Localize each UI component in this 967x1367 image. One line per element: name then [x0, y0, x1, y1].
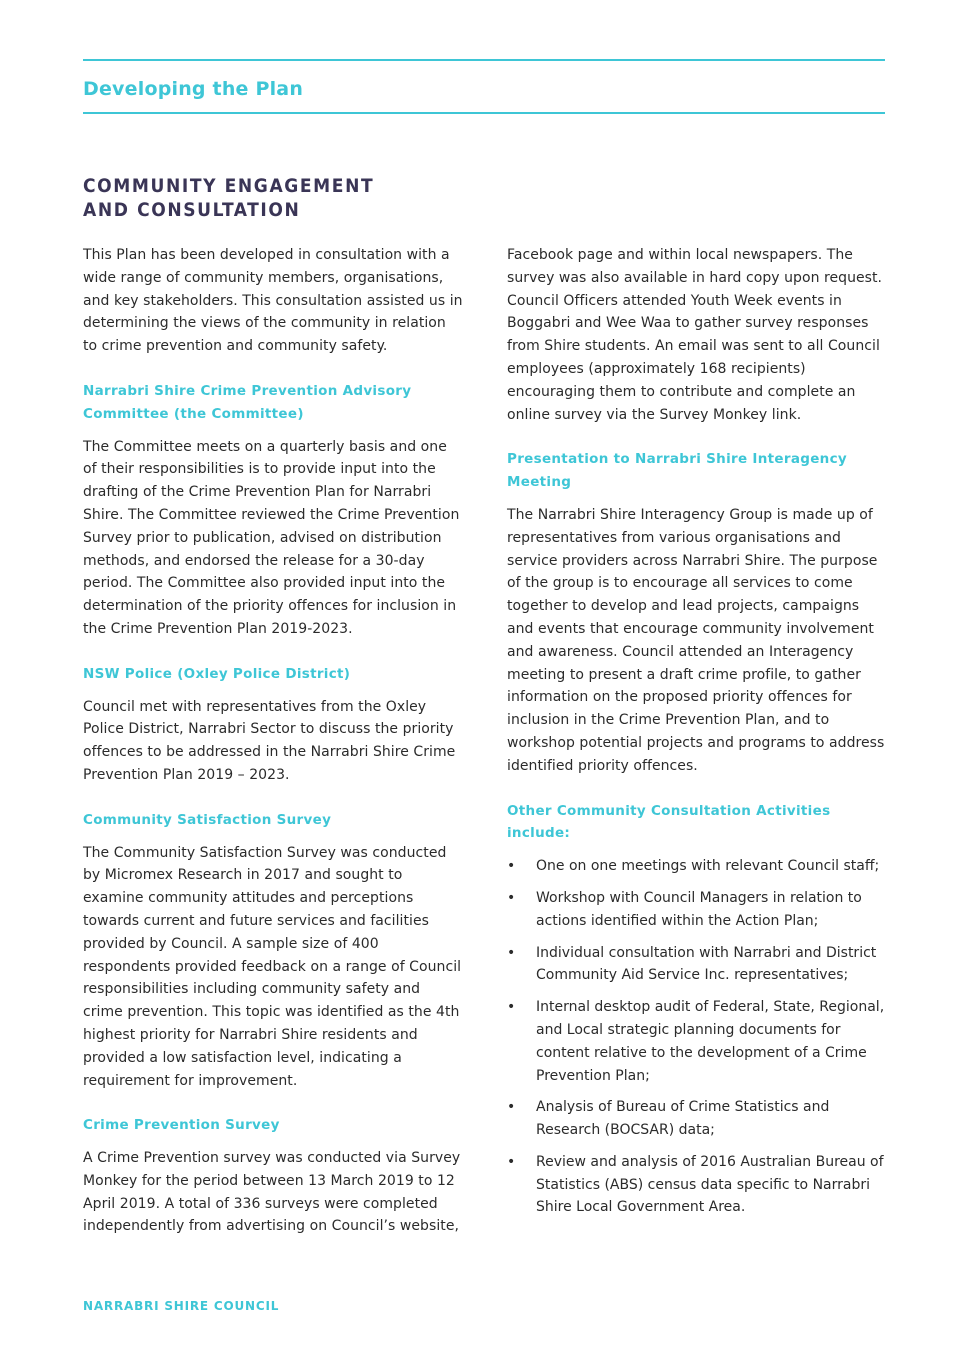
page-heading-line-1: COMMUNITY ENGAGEMENT [83, 175, 375, 197]
bullet-icon: • [507, 889, 516, 906]
committee-heading-line-1: Narrabri Shire Crime Prevention Advisory [83, 382, 412, 399]
list-item-text: Analysis of Bureau of Crime Statistics and Research (BOCSAR) data; [536, 1099, 830, 1139]
crime-survey-continued-paragraph: Facebook page and within local newspapers. The survey was also available in hard copy upon request. Council Officers attended Youth Week events in Boggabri and Wee Waa to gather survey responses from Shire students. An email was sent to all Council employees (approximately 168 recipients) encouraging them to contribute and complete an online survey via the Survey Monkey link. [507, 247, 883, 423]
left-column [83, 244, 463, 1238]
list-item [507, 855, 887, 878]
police-heading: NSW Police (Oxley Police District) [83, 665, 351, 682]
crime-survey-paragraph: A Crime Prevention survey was conducted via Survey Monkey for the period between 13 March 2019 to 12 April 2019. A total of 336 surveys were completed independently from advertising on Council’s website, [83, 1150, 461, 1235]
page-heading [83, 174, 374, 222]
footer-organisation-name: NARRABRI SHIRE COUNCIL [83, 1299, 280, 1313]
bullet-icon: • [507, 858, 516, 875]
header-rule [83, 112, 885, 114]
crime-survey-heading: Crime Prevention Survey [83, 1117, 280, 1134]
list-item [507, 942, 887, 988]
committee-paragraph: The Committee meets on a quarterly basis and one of their responsibilities is to provide input into the drafting of the Crime Prevention Plan for Narrabri Shire. The Committee reviewed the Crime Prevention Survey prior to publication, advised on distribution methods, and endorsed the release for a 30-day period. The Committee also provided input into the determination of the priority offences for inclusion in the Crime Prevention Plan 2019-2023. [83, 438, 460, 637]
committee-heading [83, 380, 463, 426]
list-item [507, 1151, 887, 1219]
satisfaction-survey-heading: Community Satisfaction Survey [83, 811, 332, 828]
section-title: Developing the Plan [83, 78, 304, 100]
police-paragraph: Council met with representatives from the Oxley Police District, Narrabri Sector to discuss the priority offences to be addressed in the Narrabri Shire Crime Prevention Plan 2019 – 2023. [83, 698, 456, 783]
top-rule [83, 59, 885, 61]
interagency-heading: Presentation to Narrabri Shire Interagency Meeting [507, 451, 847, 491]
bullet-icon: • [507, 1153, 516, 1170]
list-item-text: Review and analysis of 2016 Australian Bureau of Statistics (ABS) census data specific to Narrabri Shire Local Government Area. [536, 1153, 884, 1216]
list-item-text: Individual consultation with Narrabri and District Community Aid Service Inc. representatives; [536, 944, 877, 984]
page-heading-line-2: AND CONSULTATION [83, 199, 301, 221]
interagency-paragraph: The Narrabri Shire Interagency Group is made up of representatives from various organisations and service providers across Narrabri Shire. The purpose of the group is to encourage all services to come together to develop and lead projects, campaigns and events that encourage community involvement and awareness. Council attended an Interagency meeting to present a draft crime profile, to gather information on the proposed priority offences for inclusion in the Crime Prevention Plan, and to workshop potential projects and programs to address identified priority offences. [507, 506, 885, 774]
committee-heading-line-2: Committee (the Committee) [83, 405, 304, 422]
list-item [507, 996, 887, 1087]
list-item-text: Internal desktop audit of Federal, State, Regional, and Local strategic planning documents for content relative to the development of a Crime Prevention Plan; [536, 999, 885, 1084]
activities-list [507, 855, 887, 1219]
satisfaction-survey-paragraph: The Community Satisfaction Survey was conducted by Micromex Research in 2017 and sought to examine community attitudes and perceptions towards current and future services and facilities provided by Council. A sample size of 400 respondents provided feedback on a range of Council responsibilities including community safety and crime prevention. This topic was identified as the 4th highest priority for Narrabri Shire residents and provided a low satisfaction level, indicating a requirement for improvement. [83, 844, 462, 1089]
right-column [507, 244, 887, 1228]
bullet-icon: • [507, 944, 516, 961]
list-item-text: Workshop with Council Managers in relation to actions identified within the Action Plan; [536, 889, 862, 929]
list-item [507, 1096, 887, 1142]
intro-paragraph: This Plan has been developed in consultation with a wide range of community members, organisations, and key stakeholders. This consultation assisted us in determining the views of the community in relation to crime prevention and community safety. [83, 247, 463, 355]
other-activities-heading: Other Community Consultation Activities include: [507, 802, 831, 842]
bullet-icon: • [507, 999, 516, 1016]
list-item-text: One on one meetings with relevant Council staff; [536, 858, 880, 875]
bullet-icon: • [507, 1099, 516, 1116]
list-item [507, 887, 887, 933]
